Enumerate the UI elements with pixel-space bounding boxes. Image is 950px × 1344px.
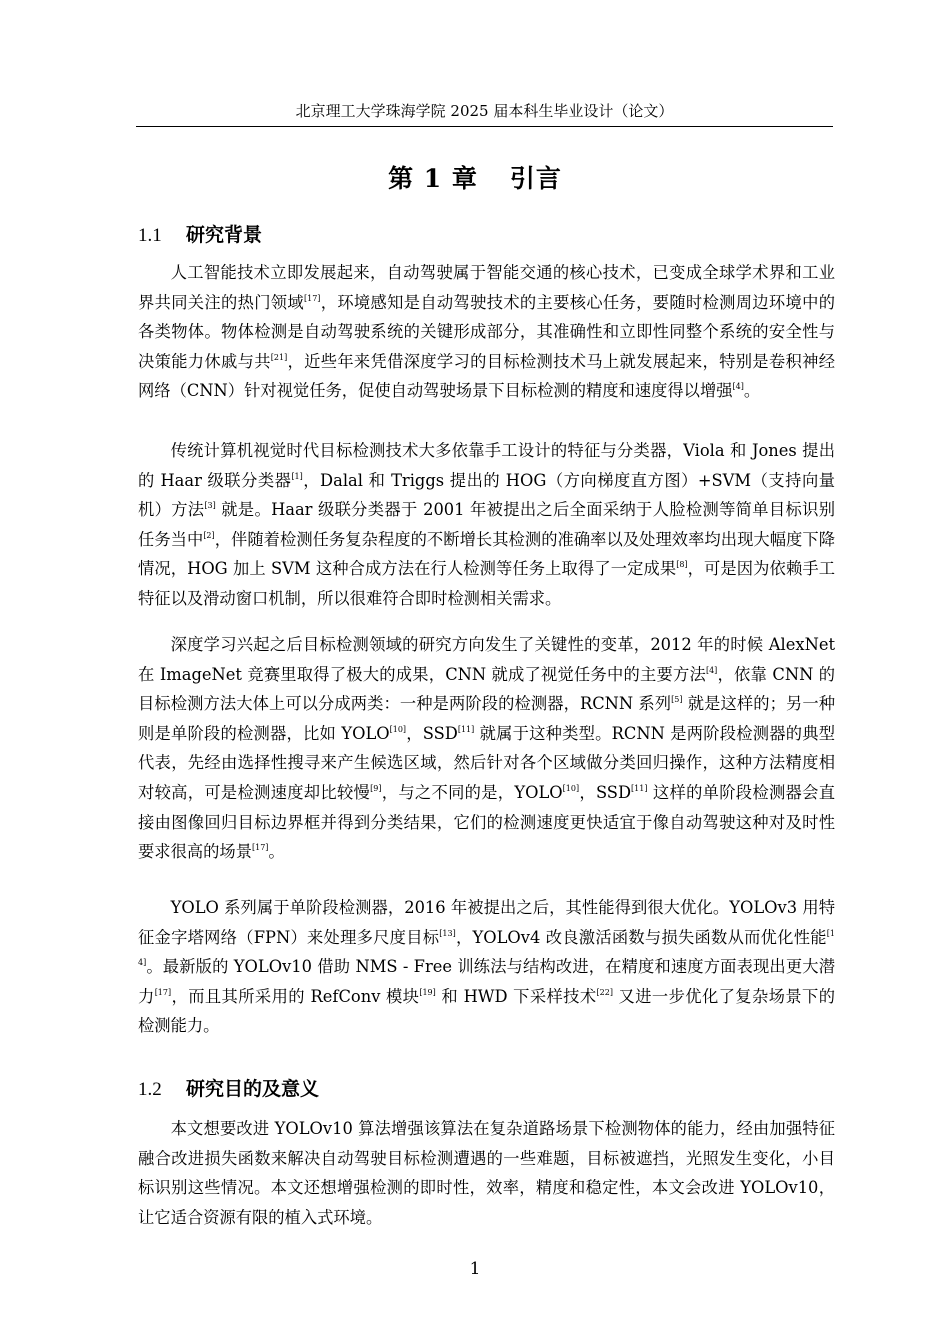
paragraph	[138, 258, 835, 406]
text-run: 就属于这种类型。RCNN 是两阶段检测器的典型代表，先经由选择性搜寻来产生候选区域，然后针对各个区域做分类回归操作，这种方法精度相对较高，可是检测速度却比较慢	[138, 723, 836, 802]
citation: [13]	[439, 928, 456, 938]
paragraph	[138, 436, 835, 614]
text-run: ，伴随着检测任务复杂程度的不断增长其检测的准确率以及处理效率均出现大幅度下降情况，HOG 加上 SVM 这种合成方法在行人检测等任务上取得了一定成果	[138, 529, 835, 579]
text-run: ，Dalal 和 Triggs 提出的 HOG（方向梯度直方图）+SVM（支持向量机）方法	[138, 470, 836, 520]
citation: [3]	[204, 501, 216, 511]
citation: [11]	[631, 783, 648, 793]
section-title: 研究目的及意义	[186, 1078, 320, 1100]
paragraph	[138, 1114, 835, 1232]
text-run: ，可是因为依赖手工特征以及滑动窗口机制，所以很难符合即时检测相关需求。	[138, 559, 835, 608]
text-run: 人工智能技术立即发展起来，自动驾驶属于智能交通的核心技术，已变成全球学术界和工业界共同关注的热门领域	[138, 263, 835, 312]
paragraph	[138, 893, 835, 1041]
chapter-title	[0, 159, 950, 195]
text-run: ，近些年来凭借深度学习的目标检测技术马上就发展起来，特别是卷积神经网络（CNN）针对视觉任务，促使自动驾驶场景下目标检测的精度和速度得以增强	[138, 351, 835, 401]
text-run: 。最新版的 YOLOv10 借助 NMS - Free 训练法与结构改进，在精度和速度方面表现出更大潜力	[138, 957, 835, 1006]
text-run: YOLO 系列属于单阶段检测器，2016 年被提出之后，其性能得到很大优化。YOLOv3 用特征金字塔网络（FPN）来处理多尺度目标	[138, 898, 835, 947]
citation: [1]	[291, 471, 303, 481]
citation: [10]	[389, 724, 407, 734]
chapter-title-text: 引言	[509, 164, 562, 193]
text-run: ，与之不同的是，YOLO	[381, 782, 563, 802]
citation: [14]	[138, 928, 835, 968]
citation: [17]	[304, 293, 321, 303]
citation: [5]	[671, 695, 683, 705]
text-run: ，依靠 CNN 的目标检测方法大体上可以分成两类：一种是两阶段的检测器，RCNN 系列	[138, 664, 835, 714]
citation: [4]	[705, 665, 718, 675]
citation: [17]	[251, 843, 269, 853]
text-run: 就是这样的；另一种则是单阶段的检测器，比如 YOLO	[138, 694, 835, 743]
citation: [4]	[732, 382, 744, 392]
text-run: 深度学习兴起之后目标检测领域的研究方向发生了关键性的变革，2012 年的时候 AlexNet 在 ImageNet 竞赛里取得了极大的成果，CNN 就成了视觉任务中的主要方法	[138, 635, 835, 684]
text-run: 。	[268, 842, 285, 862]
citation: [9]	[370, 783, 382, 793]
text-run: 传统计算机视觉时代目标检测技术大多依靠手工设计的特征与分类器，Viola 和 Jones 提出的 Haar 级联分类器	[138, 441, 835, 490]
citation: [8]	[676, 560, 688, 570]
text-run: ，YOLOv4 改良激活函数与损失函数从而优化性能	[455, 927, 827, 947]
section-number: 1.1	[138, 225, 162, 246]
citation: [10]	[562, 783, 580, 793]
citation: [17]	[154, 987, 172, 997]
section-number: 1.2	[138, 1079, 162, 1100]
paragraph	[138, 630, 835, 867]
text-run: 这样的单阶段检测器会直接由图像回归目标边界框并得到分类结果，它们的检测速度更快适宜于像自动驾驶这种对及时性要求很高的场景	[138, 782, 835, 862]
section-heading-1-2	[138, 1074, 319, 1101]
text-run: ，环境感知是自动驾驶技术的主要核心任务，要随时检测周边环境中的各类物体。物体检测是自动驾驶系统的关键形成部分，其准确性和立即性同整个系统的安全性与决策能力休戚与共	[138, 292, 835, 371]
text-run: 就是。Haar 级联分类器于 2001 年被提出之后全面采纳于人脸检测等简单目标识别任务当中	[138, 500, 835, 549]
citation: [22]	[596, 987, 613, 997]
citation: [2]	[203, 530, 215, 540]
text-run: ，而且其所采用的 RefConv 模块	[171, 986, 420, 1006]
text-run: 又进一步优化了复杂场景下的检测能力。	[138, 986, 835, 1036]
text-run: ，SSD	[579, 782, 632, 802]
section-title: 研究背景	[186, 224, 263, 246]
page-header: 北京理工大学珠海学院 2025 届本科生毕业设计（论文）	[136, 100, 833, 127]
chapter-number: 第 1 章	[388, 164, 478, 193]
text-run: ，SSD	[406, 723, 458, 743]
citation: [11]	[457, 724, 475, 734]
text-run: 和 HWD 下采样技术	[435, 986, 597, 1006]
text-run: 本文想要改进 YOLOv10 算法增强该算法在复杂道路场景下检测物体的能力，经由加强特征融合改进损失函数来解决自动驾驶目标检测遭遇的一些难题，目标被遮挡，光照发生变化，小目标识别这些情况。本文还想增强检测的即时性，效率，精度和稳定性，本文会改进 YOLOv10，让它适合资源有限的植入式环境。	[138, 1119, 835, 1227]
citation: [21]	[270, 352, 288, 362]
text-run: 。	[743, 381, 761, 401]
section-heading-1-1	[138, 220, 262, 247]
citation: [19]	[419, 987, 436, 997]
page-number: 1	[469, 1259, 481, 1279]
